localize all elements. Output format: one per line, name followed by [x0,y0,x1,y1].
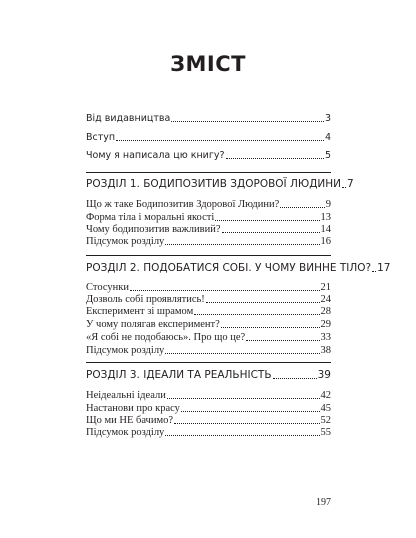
dot-leader [221,327,320,328]
toc-entry-page: 52 [320,415,331,426]
toc-entry[interactable] [86,149,331,162]
toc-entry-label: Дозволь собі проявлятись! [86,294,205,305]
section-heading-label: РОЗДІЛ 3. ІДЕАЛИ ТА РЕАЛЬНІСТЬ [86,369,272,381]
section-heading-label: РОЗДІЛ 2. ПОДОБАТИСЯ СОБІ. У ЧОМУ ВИННЕ ТІЛО? [86,262,372,274]
toc-entry-page: 33 [320,332,331,343]
dot-leader [194,314,319,315]
page-number: 197 [316,497,331,508]
toc-entry-label: Від видавництва [86,113,171,124]
toc-entry-page: 29 [320,319,331,330]
section-heading-label: РОЗДІЛ 1. БОДИПОЗИТИВ ЗДОРОВОЇ ЛЮДИНИ [86,178,342,190]
toc-section-heading[interactable] [86,178,354,191]
dot-leader [130,290,320,291]
toc-entry-label: У чому полягав експеримент? [86,319,220,330]
page-title: ЗМІСТ [170,52,246,76]
dot-leader [342,187,346,188]
section-divider [86,172,331,173]
toc-entry-label: Експеримент зі шрамом [86,306,194,317]
toc-entry-label: Форма тіла і моральні якості [86,212,215,223]
section-heading-page: 17 [377,262,391,274]
toc-entry-label: Вступ [86,132,116,143]
dot-leader [206,302,320,303]
toc-entry-page: 13 [320,212,331,223]
section-divider [86,362,331,363]
toc-entry-label: Неідеальні ідеали [86,390,166,401]
toc-entry[interactable] [86,235,331,248]
dot-leader [165,435,319,436]
toc-entry-page: 45 [320,403,331,414]
toc-entry[interactable] [86,198,331,211]
dot-leader [165,244,319,245]
toc-entry-page: 3 [324,113,331,124]
toc-entry-page: 21 [320,282,331,293]
toc-entry-page: 42 [320,390,331,401]
toc-entry-page: 5 [324,150,331,161]
toc-entry-label: Підсумок розділу [86,345,165,356]
toc-entry-label: Чому я написала цю книгу? [86,150,225,161]
toc-entry-label: Чому бодипозитив важливий? [86,224,221,235]
toc-section-heading[interactable] [86,369,331,382]
toc-entry[interactable] [86,426,331,439]
toc-entry[interactable] [86,389,331,402]
dot-leader [215,220,319,221]
dot-leader [372,271,376,272]
toc-entry-page: 55 [320,427,331,438]
toc-entry[interactable] [86,318,331,331]
dot-leader [167,398,320,399]
toc-section-heading[interactable] [86,262,391,275]
dot-leader [226,158,324,159]
section-divider [86,255,331,256]
dot-leader [181,411,320,412]
toc-entry-page: 14 [320,224,331,235]
toc-entry[interactable] [86,131,331,144]
toc-entry-label: Підсумок розділу [86,236,165,247]
toc-entry[interactable] [86,305,331,318]
toc-entry[interactable] [86,344,331,357]
dot-leader [165,353,319,354]
toc-entry-page: 38 [320,345,331,356]
toc-entry-label: Настанови про красу [86,403,180,414]
toc-entry-label: Стосунки [86,282,129,293]
toc-entry-page: 9 [325,199,331,210]
dot-leader [246,340,319,341]
dot-leader [116,140,324,141]
toc-entry-label: Підсумок розділу [86,427,165,438]
section-heading-page: 39 [317,369,331,381]
toc-entry[interactable] [86,112,331,125]
toc-entry[interactable] [86,331,331,344]
toc-entry-page: 16 [320,236,331,247]
toc-entry-label: Що ж таке Бодипозитив Здорової Людини? [86,199,280,210]
dot-leader [174,423,319,424]
dot-leader [280,207,324,208]
dot-leader [171,121,324,122]
toc-entry-page: 24 [320,294,331,305]
dot-leader [222,232,320,233]
section-heading-page: 7 [347,178,354,190]
toc-entry-page: 28 [320,306,331,317]
toc-entry-label: Що ми НЕ бачимо? [86,415,174,426]
toc-entry-label: «Я собі не подобаюсь». Про що це? [86,332,246,343]
dot-leader [273,378,317,379]
toc-entry-page: 4 [324,132,331,143]
